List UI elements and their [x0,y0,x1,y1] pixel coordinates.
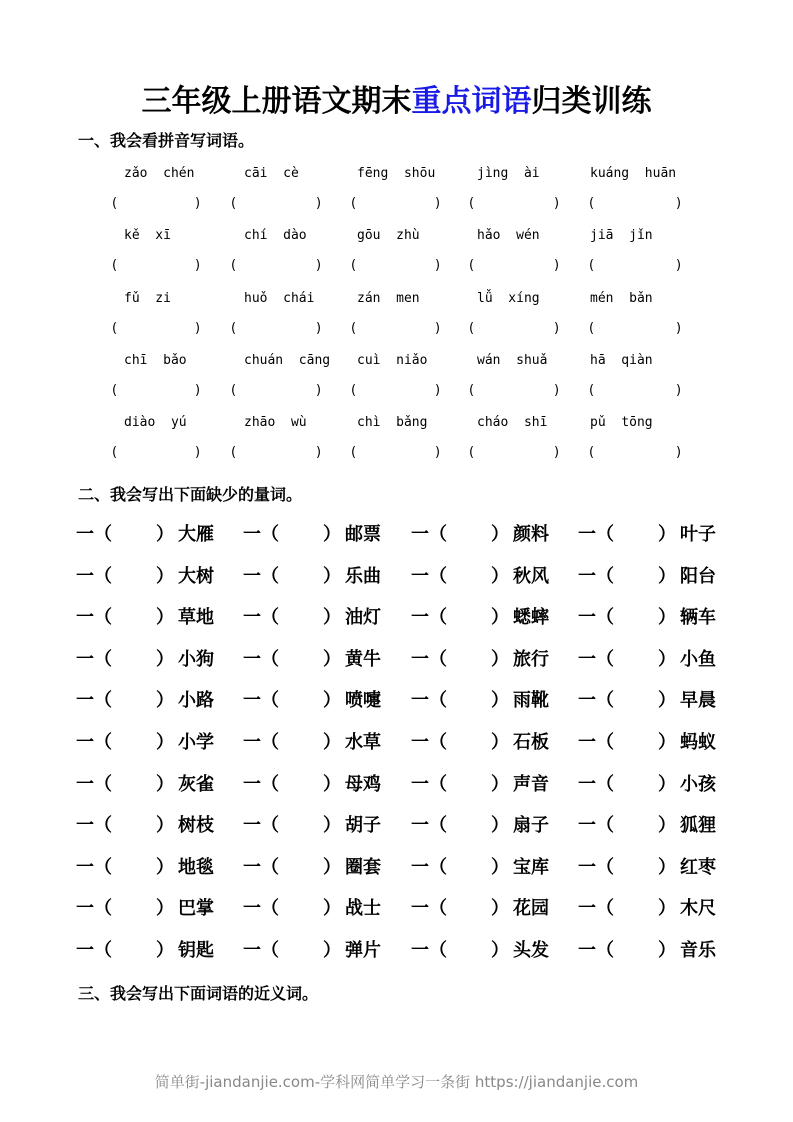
title-part1: 三年级上册语文期末 [141,84,412,119]
answer-close-paren: ) [195,320,201,336]
blank-suffix: ） [658,732,676,753]
noun-word: 花园 [513,898,549,920]
blank-suffix: ） [658,940,676,961]
noun-word: 圈套 [345,856,381,878]
blank-suffix: ） [323,856,341,878]
blank-prefix[interactable]: 一（ [411,815,447,837]
blank-prefix[interactable]: 一（ [76,648,112,670]
pinyin: pǔ tōng [590,415,653,431]
blank-prefix[interactable]: 一（ [76,815,112,837]
blank-suffix: ） [323,732,341,753]
noun-word: 颜料 [513,524,549,545]
pinyin: zǎo chén [124,166,195,181]
blank-prefix[interactable]: 一（ [243,856,279,878]
noun-word: 木尺 [680,898,716,920]
pinyin: huǒ chái [244,290,315,306]
blank-suffix: ） [658,856,676,878]
blank-prefix[interactable]: 一（ [76,732,112,753]
blank-prefix[interactable]: 一（ [411,940,447,961]
answer-open-paren[interactable]: ( [231,445,237,461]
noun-word: 胡子 [345,815,381,837]
pinyin: cāi cè [244,166,299,181]
answer-close-paren: ) [195,196,201,211]
answer-close-paren: ) [676,320,682,336]
answer-open-paren[interactable]: ( [231,320,237,336]
blank-suffix: ） [658,524,676,545]
noun-word: 小孩 [680,773,716,795]
noun-word: 扇子 [513,815,549,837]
answer-close-paren: ) [554,258,560,274]
noun-word: 邮票 [345,524,381,545]
noun-word: 早晨 [680,690,716,712]
answer-open-paren[interactable]: ( [469,196,475,211]
noun-word: 大雁 [178,524,214,545]
blank-prefix[interactable]: 一（ [578,732,614,753]
section2-heading: 二、我会写出下面缺少的量词。 [78,485,303,504]
answer-close-paren: ) [316,320,322,336]
answer-close-paren: ) [195,382,201,398]
blank-suffix: ） [491,732,509,753]
noun-word: 石板 [513,732,549,753]
pinyin: chuán cāng [244,352,331,368]
pinyin: cuì niǎo [357,352,428,368]
blank-suffix: ） [491,690,509,712]
blank-suffix: ） [658,898,676,920]
noun-word: 蚂蚁 [680,732,716,753]
noun-word: 战士 [345,898,381,920]
pinyin: chì bǎng [357,415,428,431]
blank-suffix: ） [156,898,174,920]
noun-word: 灰雀 [178,773,214,795]
blank-prefix[interactable]: 一（ [411,524,447,545]
noun-word: 水草 [345,732,381,753]
blank-prefix[interactable]: 一（ [578,898,614,920]
pinyin: kuáng huān [590,166,677,181]
blank-suffix: ） [491,898,509,920]
noun-word: 黄牛 [345,648,381,670]
pinyin: kě xī [124,228,171,244]
answer-open-paren[interactable]: ( [231,258,237,274]
blank-suffix: ） [658,565,676,587]
answer-close-paren: ) [195,258,201,274]
noun-word: 喷嚏 [345,690,381,712]
blank-prefix[interactable]: 一（ [76,856,112,878]
answer-close-paren: ) [554,382,560,398]
blank-suffix: ） [156,773,174,795]
footer-watermark: 简单街-jiandanjie.com-学科网简单学习一条街 https://jiandanjie.com [154,1073,639,1091]
answer-close-paren: ) [435,445,441,461]
answer-close-paren: ) [435,258,441,274]
blank-prefix[interactable]: 一（ [243,565,279,587]
noun-word: 雨靴 [513,690,549,712]
answer-open-paren[interactable]: ( [351,258,357,274]
blank-suffix: ） [491,648,509,670]
blank-suffix: ） [323,940,341,961]
pinyin: fǔ zi [124,290,171,306]
noun-word: 钥匙 [178,940,214,961]
blank-prefix[interactable]: 一（ [578,565,614,587]
answer-open-paren[interactable]: ( [112,445,118,461]
blank-prefix[interactable]: 一（ [578,815,614,837]
noun-word: 巴掌 [178,898,214,920]
blank-prefix[interactable]: 一（ [578,940,614,961]
blank-suffix: ） [323,690,341,712]
answer-close-paren: ) [676,196,682,211]
blank-prefix[interactable]: 一（ [411,856,447,878]
answer-open-paren[interactable]: ( [351,445,357,461]
blank-suffix: ） [658,607,676,629]
answer-open-paren[interactable]: ( [589,445,595,461]
answer-close-paren: ) [316,382,322,398]
answer-open-paren[interactable]: ( [469,445,475,461]
pinyin: chí dào [244,228,307,244]
blank-prefix[interactable]: 一（ [411,690,447,712]
blank-prefix[interactable]: 一（ [243,940,279,961]
noun-word: 地毯 [178,856,214,878]
blank-suffix: ） [491,815,509,837]
pinyin: fēng shōu [357,166,436,181]
blank-suffix: ） [491,524,509,545]
blank-suffix: ） [323,607,341,629]
blank-suffix: ） [658,648,676,670]
pinyin: diào yú [124,415,187,431]
blank-suffix: ） [658,690,676,712]
blank-suffix: ） [156,940,174,961]
answer-open-paren[interactable]: ( [112,196,118,211]
blank-suffix: ） [658,815,676,837]
noun-word: 母鸡 [345,773,381,795]
blank-suffix: ） [156,607,174,629]
noun-word: 大树 [178,565,214,587]
blank-prefix[interactable]: 一（ [76,940,112,961]
blank-suffix: ） [491,940,509,961]
blank-suffix: ） [156,732,174,753]
noun-word: 小路 [178,690,214,712]
blank-suffix: ） [323,773,341,795]
pinyin: jiā jǐn [590,228,653,244]
noun-word: 小鱼 [680,648,716,670]
blank-suffix: ） [658,773,676,795]
blank-prefix[interactable]: 一（ [578,607,614,629]
blank-suffix: ） [323,524,341,545]
answer-open-paren[interactable]: ( [469,382,475,398]
noun-word: 阳台 [680,565,716,587]
answer-open-paren[interactable]: ( [231,382,237,398]
blank-suffix: ） [491,856,509,878]
section3-heading: 三、我会写出下面词语的近义词。 [78,984,319,1003]
noun-word: 叶子 [680,524,716,545]
noun-word: 音乐 [680,940,716,961]
noun-word: 声音 [513,773,549,795]
pinyin: hā qiàn [590,352,653,368]
blank-suffix: ） [491,565,509,587]
title-highlight: 重点词语 [411,84,532,119]
blank-prefix[interactable]: 一（ [578,690,614,712]
answer-close-paren: ) [316,258,322,274]
blank-prefix[interactable]: 一（ [243,773,279,795]
answer-close-paren: ) [554,445,560,461]
noun-word: 红枣 [680,856,716,878]
blank-prefix[interactable]: 一（ [411,565,447,587]
blank-suffix: ） [156,815,174,837]
title-part2: 归类训练 [531,84,652,119]
answer-open-paren[interactable]: ( [469,320,475,336]
page-title [0,76,793,120]
pinyin: jìng ài [477,166,540,181]
answer-open-paren[interactable]: ( [112,382,118,398]
blank-suffix: ） [156,690,174,712]
section1-heading: 一、我会看拼音写词语。 [78,131,255,150]
noun-word: 弹片 [345,940,381,961]
answer-close-paren: ) [435,320,441,336]
answer-open-paren[interactable]: ( [469,258,475,274]
blank-prefix[interactable]: 一（ [578,856,614,878]
blank-prefix[interactable]: 一（ [76,565,112,587]
blank-prefix[interactable]: 一（ [243,607,279,629]
answer-open-paren[interactable]: ( [589,196,595,211]
blank-suffix: ） [491,607,509,629]
blank-prefix[interactable]: 一（ [411,898,447,920]
answer-close-paren: ) [676,382,682,398]
answer-open-paren[interactable]: ( [351,320,357,336]
blank-prefix[interactable]: 一（ [578,773,614,795]
pinyin: lǚ xíng [477,290,540,306]
blank-prefix[interactable]: 一（ [411,732,447,753]
noun-word: 乐曲 [345,565,381,587]
noun-word: 狐狸 [680,815,716,837]
noun-word: 旅行 [513,648,549,670]
blank-suffix: ） [156,524,174,545]
blank-prefix[interactable]: 一（ [411,648,447,670]
answer-close-paren: ) [435,382,441,398]
blank-prefix[interactable]: 一（ [243,898,279,920]
blank-prefix[interactable]: 一（ [243,648,279,670]
answer-close-paren: ) [554,320,560,336]
answer-close-paren: ) [316,196,322,211]
blank-prefix[interactable]: 一（ [243,690,279,712]
blank-prefix[interactable]: 一（ [411,773,447,795]
blank-suffix: ） [323,898,341,920]
pinyin: chī bǎo [124,352,187,368]
answer-open-paren[interactable]: ( [351,196,357,211]
blank-suffix: ） [323,565,341,587]
pinyin: zhāo wù [244,415,307,431]
blank-prefix[interactable]: 一（ [243,524,279,545]
blank-prefix[interactable]: 一（ [243,732,279,753]
answer-open-paren[interactable]: ( [589,382,595,398]
blank-prefix[interactable]: 一（ [76,773,112,795]
blank-suffix: ） [156,648,174,670]
answer-open-paren[interactable]: ( [589,320,595,336]
answer-open-paren[interactable]: ( [112,258,118,274]
answer-open-paren[interactable]: ( [112,320,118,336]
blank-prefix[interactable]: 一（ [243,815,279,837]
noun-word: 小狗 [178,648,214,670]
answer-open-paren[interactable]: ( [351,382,357,398]
answer-close-paren: ) [554,196,560,211]
blank-suffix: ） [323,815,341,837]
noun-word: 宝库 [513,856,549,878]
blank-suffix: ） [491,773,509,795]
blank-prefix[interactable]: 一（ [76,898,112,920]
pinyin: gōu zhù [357,228,420,244]
answer-close-paren: ) [676,258,682,274]
pinyin: cháo shī [477,415,548,431]
blank-prefix[interactable]: 一（ [76,690,112,712]
answer-close-paren: ) [195,445,201,461]
blank-prefix[interactable]: 一（ [578,524,614,545]
noun-word: 油灯 [345,607,381,629]
noun-word: 秋风 [513,565,549,587]
noun-word: 小学 [178,732,214,753]
pinyin: wán shuǎ [477,352,548,368]
answer-open-paren[interactable]: ( [589,258,595,274]
blank-prefix[interactable]: 一（ [76,524,112,545]
answer-close-paren: ) [435,196,441,211]
blank-prefix[interactable]: 一（ [76,607,112,629]
pinyin: mén bǎn [590,290,653,306]
blank-suffix: ） [156,856,174,878]
noun-word: 头发 [513,940,549,961]
noun-word: 树枝 [178,815,214,837]
pinyin: zán men [357,290,420,306]
noun-word: 辆车 [680,607,716,629]
blank-prefix[interactable]: 一（ [578,648,614,670]
answer-open-paren[interactable]: ( [231,196,237,211]
answer-close-paren: ) [676,445,682,461]
blank-suffix: ） [323,648,341,670]
noun-word: 蟋蟀 [513,607,549,629]
blank-suffix: ） [156,565,174,587]
blank-prefix[interactable]: 一（ [411,607,447,629]
answer-close-paren: ) [316,445,322,461]
noun-word: 草地 [178,607,214,629]
pinyin: hǎo wén [477,228,540,244]
